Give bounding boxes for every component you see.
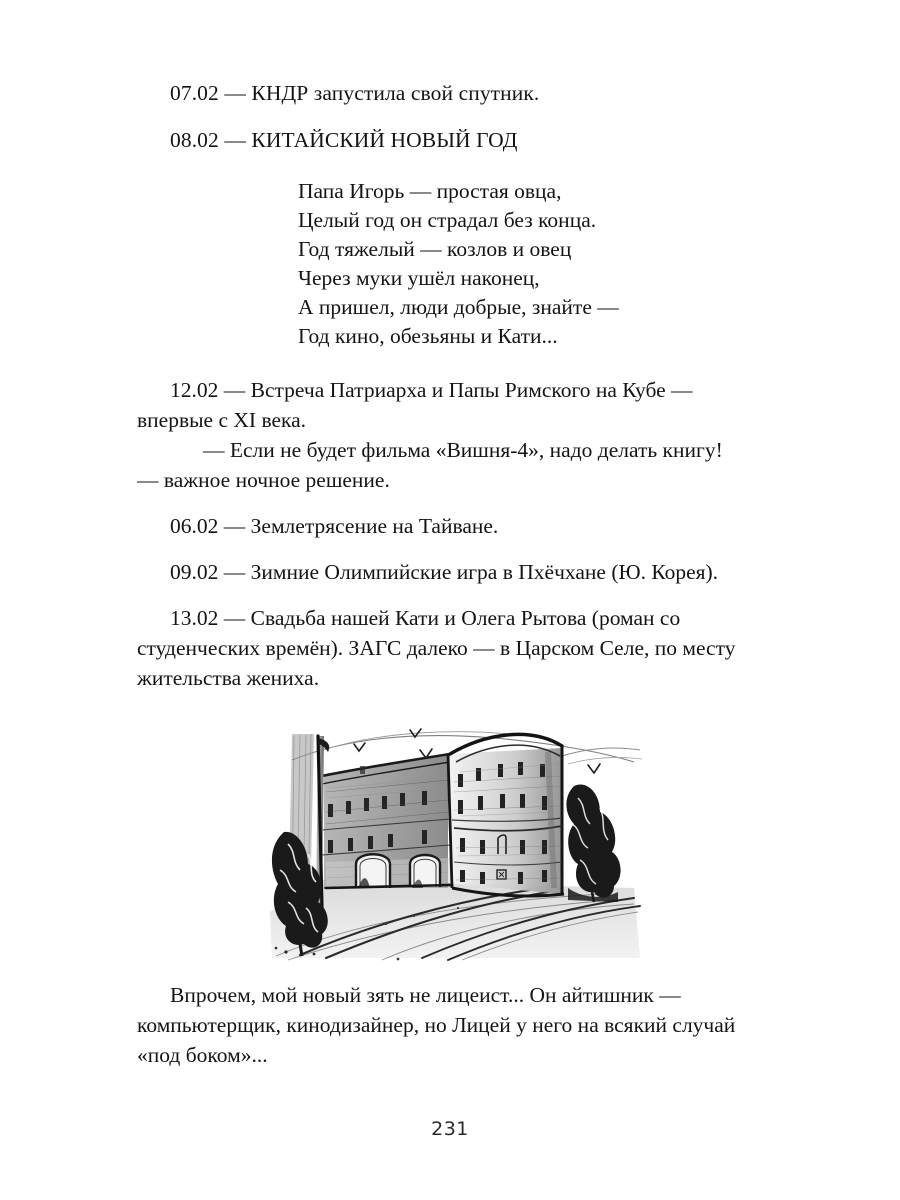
poem-line: Через муки ушёл наконец,: [298, 266, 540, 290]
poem-line: Год кино, обезьяны и Кати...: [298, 324, 558, 348]
diary-entry-1302: 13.02 — Свадьба нашей Кати и Олега Рытова (роман со студенческих времён). ЗАГС далеко — в Царском Селе, по месту жительства жениха.: [137, 606, 736, 690]
diary-entry-0207: 07.02 — КНДР запустила свой спутник.: [170, 81, 540, 105]
poem-line: Целый год он страдал без конца.: [298, 208, 597, 232]
diary-dialog-note: — Если не будет фильма «Вишня-4», надо делать книгу! — важное ночное решение.: [137, 438, 723, 492]
closing-paragraph: Впрочем, мой новый зять не лицеист... Он айтишник — компьютерщик, кинодизайнер, но Лицей у него на всякий случай «под боком»...: [137, 983, 736, 1067]
poem-line: Папа Игорь — простая овца,: [298, 179, 562, 203]
page-number: 231: [431, 1118, 469, 1140]
poem-block: [137, 177, 737, 351]
sketch-building-corner-wing: [448, 734, 564, 896]
diary-entry-1202: 12.02 — Встреча Патриарха и Папы Римского на Кубе — впервые с XI века.: [137, 378, 693, 432]
diary-entry-0902: 09.02 — Зимние Олимпийские игра в Пхёчхане (Ю. Корея).: [170, 560, 719, 584]
sketch-tree-right: [566, 784, 620, 902]
illustration-pencil-sketch: [262, 712, 644, 962]
diary-entry-0602: 06.02 — Землетрясение на Тайване.: [170, 514, 499, 538]
diary-entry-0802: 08.02 — КИТАЙСКИЙ НОВЫЙ ГОД: [170, 128, 518, 152]
page-body: [137, 78, 737, 709]
poem-line: Год тяжелый — козлов и овец: [298, 237, 572, 261]
poem-line: А пришел, люди добрые, знайте —: [298, 295, 619, 319]
